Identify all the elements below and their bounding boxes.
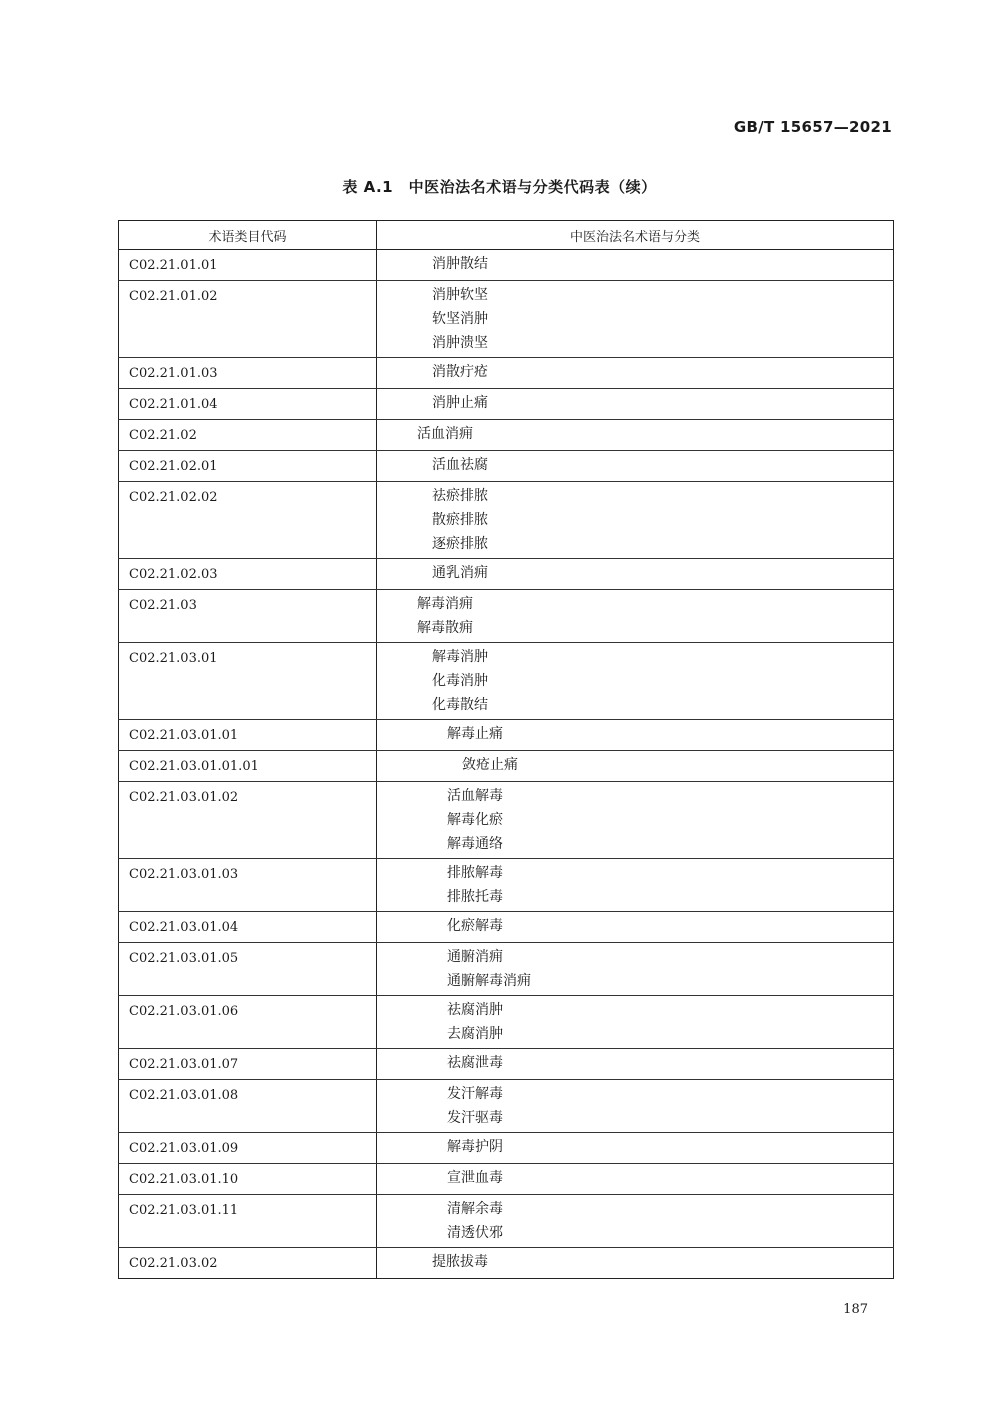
term-name: 消肿软坚 xyxy=(432,287,488,303)
category-code-cell: C02.21.03.02 xyxy=(119,1248,377,1279)
table-row xyxy=(119,1080,894,1133)
term-name: 活血解毒 xyxy=(447,788,503,804)
term-name: 通乳消痈 xyxy=(432,565,488,581)
term-cell xyxy=(377,1049,894,1080)
term-name: 解毒散痈 xyxy=(417,620,473,636)
table-row xyxy=(119,996,894,1049)
term-name: 敛疮止痛 xyxy=(462,757,518,773)
table-row xyxy=(119,1133,894,1164)
term-name: 消肿止痛 xyxy=(432,395,488,411)
table-row xyxy=(119,451,894,482)
term-cell xyxy=(377,996,894,1049)
term-name: 解毒止痛 xyxy=(447,726,503,742)
term-name: 祛瘀排脓 xyxy=(432,488,488,504)
category-code-cell: C02.21.02.03 xyxy=(119,559,377,590)
standard-number: GB/T 15657—2021 xyxy=(733,118,892,136)
table-row xyxy=(119,1164,894,1195)
term-cell xyxy=(377,782,894,859)
term-cell xyxy=(377,281,894,358)
term-name: 祛腐消肿 xyxy=(447,1002,503,1018)
table-title: 表 A.1 中医治法名术语与分类代码表（续） xyxy=(342,178,657,196)
category-code-cell: C02.21.03.01.01.01 xyxy=(119,751,377,782)
table-row xyxy=(119,559,894,590)
term-name: 提脓拔毒 xyxy=(432,1254,488,1270)
term-name: 清透伏邪 xyxy=(447,1225,503,1241)
term-name: 消肿溃坚 xyxy=(432,335,488,351)
term-name: 解毒消肿 xyxy=(432,649,488,665)
term-name: 解毒化瘀 xyxy=(447,812,503,828)
term-name: 排脓解毒 xyxy=(447,865,503,881)
table-header-row xyxy=(119,221,894,250)
category-code-cell: C02.21.03 xyxy=(119,590,377,643)
term-name: 消散疔疮 xyxy=(432,364,488,380)
category-code-cell: C02.21.03.01.04 xyxy=(119,912,377,943)
term-name: 解毒消痈 xyxy=(417,596,473,612)
category-code-cell: C02.21.03.01.02 xyxy=(119,782,377,859)
category-code-cell: C02.21.03.01.10 xyxy=(119,1164,377,1195)
term-name: 清解余毒 xyxy=(447,1201,503,1217)
term-name: 通腑解毒消痈 xyxy=(447,973,531,989)
term-cell xyxy=(377,720,894,751)
table-row xyxy=(119,643,894,720)
term-cell xyxy=(377,590,894,643)
category-code-cell: C02.21.03.01.01 xyxy=(119,720,377,751)
table-row xyxy=(119,420,894,451)
table-row xyxy=(119,859,894,912)
table-row xyxy=(119,590,894,643)
table-row xyxy=(119,482,894,559)
category-code-cell: C02.21.01.03 xyxy=(119,358,377,389)
term-cell xyxy=(377,559,894,590)
category-code-cell: C02.21.01.02 xyxy=(119,281,377,358)
term-cell xyxy=(377,1133,894,1164)
term-name: 逐瘀排脓 xyxy=(432,536,488,552)
category-code-cell: C02.21.03.01.07 xyxy=(119,1049,377,1080)
term-name: 软坚消肿 xyxy=(432,311,488,327)
category-code-cell: C02.21.02 xyxy=(119,420,377,451)
category-code-cell: C02.21.03.01.06 xyxy=(119,996,377,1049)
column-header-terms: 中医治法名术语与分类 xyxy=(377,221,894,250)
table-row xyxy=(119,943,894,996)
term-name: 化毒散结 xyxy=(432,697,488,713)
term-name: 发汗驱毒 xyxy=(447,1110,503,1126)
category-code-cell: C02.21.03.01.11 xyxy=(119,1195,377,1248)
table-row xyxy=(119,1248,894,1279)
table-row xyxy=(119,389,894,420)
table-body xyxy=(119,250,894,1279)
term-name: 排脓托毒 xyxy=(447,889,503,905)
category-code-cell: C02.21.02.02 xyxy=(119,482,377,559)
category-code-cell: C02.21.03.01.03 xyxy=(119,859,377,912)
term-cell xyxy=(377,1164,894,1195)
category-code-cell: C02.21.02.01 xyxy=(119,451,377,482)
term-cell xyxy=(377,751,894,782)
term-cell xyxy=(377,1080,894,1133)
category-code-cell: C02.21.03.01.08 xyxy=(119,1080,377,1133)
page-number: 187 xyxy=(843,1302,868,1317)
term-name: 消肿散结 xyxy=(432,256,488,272)
term-cell xyxy=(377,912,894,943)
term-name: 解毒通络 xyxy=(447,836,503,852)
table-row xyxy=(119,782,894,859)
term-cell xyxy=(377,943,894,996)
term-name: 去腐消肿 xyxy=(447,1026,503,1042)
category-code-cell: C02.21.03.01 xyxy=(119,643,377,720)
category-code-cell: C02.21.01.01 xyxy=(119,250,377,281)
term-name: 活血祛腐 xyxy=(432,457,488,473)
term-name: 宣泄血毒 xyxy=(447,1170,503,1186)
term-name: 解毒护阴 xyxy=(447,1139,503,1155)
category-code-cell: C02.21.01.04 xyxy=(119,389,377,420)
term-name: 发汗解毒 xyxy=(447,1086,503,1102)
term-name: 祛腐泄毒 xyxy=(447,1055,503,1071)
category-code-cell: C02.21.03.01.09 xyxy=(119,1133,377,1164)
term-cell xyxy=(377,451,894,482)
table-row xyxy=(119,1195,894,1248)
table-row xyxy=(119,1049,894,1080)
term-name: 散瘀排脓 xyxy=(432,512,488,528)
category-code-cell: C02.21.03.01.05 xyxy=(119,943,377,996)
term-name: 活血消痈 xyxy=(417,426,473,442)
term-cell xyxy=(377,1248,894,1279)
term-cell xyxy=(377,389,894,420)
term-name: 化瘀解毒 xyxy=(447,918,503,934)
term-cell xyxy=(377,358,894,389)
term-cell xyxy=(377,859,894,912)
table-row xyxy=(119,751,894,782)
column-header-code: 术语类目代码 xyxy=(119,221,377,250)
table-row xyxy=(119,720,894,751)
terms-table xyxy=(118,220,894,1279)
table-row xyxy=(119,281,894,358)
term-cell xyxy=(377,250,894,281)
table-row xyxy=(119,250,894,281)
table-row xyxy=(119,912,894,943)
term-cell xyxy=(377,482,894,559)
term-cell xyxy=(377,420,894,451)
term-cell xyxy=(377,643,894,720)
term-name: 通腑消痈 xyxy=(447,949,503,965)
table-row xyxy=(119,358,894,389)
term-cell xyxy=(377,1195,894,1248)
term-name: 化毒消肿 xyxy=(432,673,488,689)
